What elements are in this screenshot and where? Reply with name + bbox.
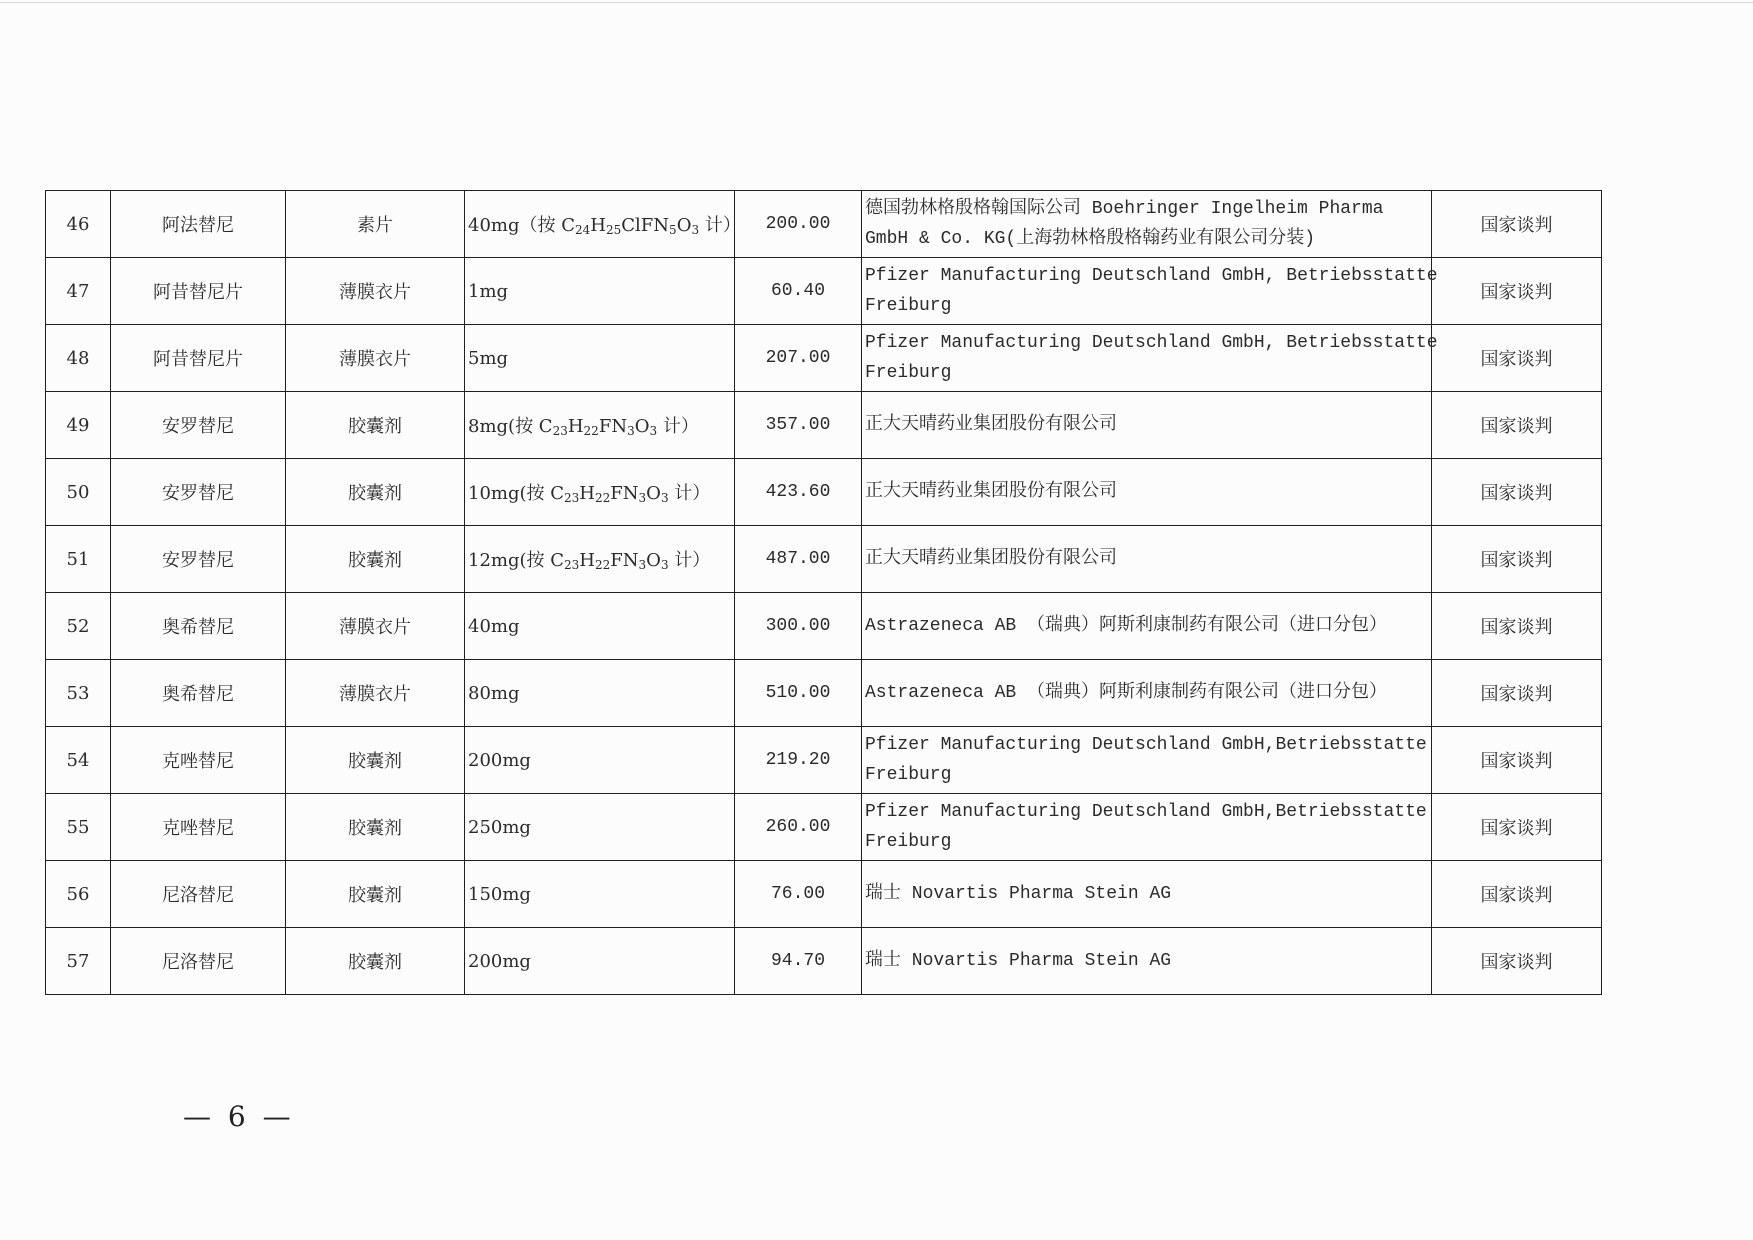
specification — [465, 526, 735, 593]
procurement-type: 国家谈判 — [1432, 660, 1602, 727]
row-number: 48 — [46, 325, 111, 392]
manufacturer-line: Pfizer Manufacturing Deutschland GmbH, Betriebsstatte — [865, 266, 1438, 286]
price: 487.00 — [735, 526, 862, 593]
procurement-type: 国家谈判 — [1432, 191, 1602, 258]
row-number: 57 — [46, 928, 111, 995]
manufacturer-line: 正大天晴药业集团股份有限公司 — [865, 415, 1117, 435]
specification — [465, 727, 735, 794]
specification — [465, 660, 735, 727]
specification — [465, 325, 735, 392]
row-number: 47 — [46, 258, 111, 325]
manufacturer — [862, 727, 1432, 794]
spec-text: 5mg — [468, 347, 509, 369]
drug-name: 安罗替尼 — [111, 459, 286, 526]
row-number: 49 — [46, 392, 111, 459]
table-row — [46, 727, 1602, 794]
manufacturer-line: Freiburg — [865, 363, 952, 383]
price: 94.70 — [735, 928, 862, 995]
spec-text: 150mg — [468, 883, 531, 905]
price: 260.00 — [735, 794, 862, 861]
manufacturer — [862, 258, 1438, 325]
spec-text: 计） — [699, 215, 741, 236]
row-number: 50 — [46, 459, 111, 526]
row-number: 52 — [46, 593, 111, 660]
spec-text: 1mg — [468, 280, 509, 302]
spec-text: 10mg(按 C — [468, 483, 565, 504]
spec-subscript: 5 — [669, 223, 677, 237]
table-row — [46, 593, 1602, 660]
specification — [465, 593, 735, 660]
dosage-form: 素片 — [286, 191, 465, 258]
price: 60.40 — [735, 258, 862, 325]
manufacturer-line: Pfizer Manufacturing Deutschland GmbH,Betriebsstatte — [865, 802, 1427, 822]
dosage-form: 胶囊剂 — [286, 526, 465, 593]
table-row — [46, 459, 1602, 526]
spec-subscript: 3 — [627, 424, 635, 438]
price: 357.00 — [735, 392, 862, 459]
drug-name: 奥希替尼 — [111, 660, 286, 727]
price: 510.00 — [735, 660, 862, 727]
procurement-type: 国家谈判 — [1432, 392, 1602, 459]
drug-name: 尼洛替尼 — [111, 861, 286, 928]
specification — [465, 459, 735, 526]
spec-subscript: 3 — [638, 491, 647, 505]
table-row — [46, 325, 1602, 392]
spec-text: 8mg(按 C — [468, 416, 553, 437]
table-body — [46, 191, 1602, 995]
manufacturer-line: 正大天晴药业集团股份有限公司 — [865, 482, 1117, 502]
manufacturer-line: GmbH & Co. KG(上海勃林格殷格翰药业有限公司分装) — [865, 229, 1316, 249]
manufacturer-line: Pfizer Manufacturing Deutschland GmbH,Betriebsstatte — [865, 735, 1427, 755]
drug-name: 阿昔替尼片 — [111, 325, 286, 392]
price: 76.00 — [735, 861, 862, 928]
spec-text: 200mg — [468, 950, 531, 972]
price: 300.00 — [735, 593, 862, 660]
scan-edge-line — [0, 2, 1753, 3]
drug-name: 阿法替尼 — [111, 191, 286, 258]
procurement-type: 国家谈判 — [1432, 794, 1602, 861]
manufacturer-line: Freiburg — [865, 296, 952, 316]
row-number: 55 — [46, 794, 111, 861]
spec-subscript: 3 — [691, 223, 700, 237]
spec-text: 80mg — [468, 682, 520, 704]
page-number: — 6 — — [183, 1100, 295, 1133]
spec-text: ClFN — [621, 215, 670, 236]
procurement-type: 国家谈判 — [1432, 526, 1602, 593]
specification — [465, 191, 741, 258]
table-row — [46, 191, 1602, 258]
spec-text: 40mg（按 C — [468, 215, 575, 236]
dosage-form: 胶囊剂 — [286, 861, 465, 928]
table-row — [46, 861, 1602, 928]
spec-subscript: 3 — [638, 558, 647, 572]
spec-text: H — [579, 550, 595, 571]
spec-subscript: 23 — [552, 424, 568, 438]
procurement-type: 国家谈判 — [1432, 861, 1602, 928]
dosage-form: 薄膜衣片 — [286, 593, 465, 660]
dosage-form: 薄膜衣片 — [286, 325, 465, 392]
drug-name: 尼洛替尼 — [111, 928, 286, 995]
spec-subscript: 22 — [583, 424, 599, 438]
spec-subscript: 22 — [595, 491, 611, 505]
drug-name: 阿昔替尼片 — [111, 258, 286, 325]
spec-text: 计） — [668, 550, 711, 571]
drug-name: 安罗替尼 — [111, 526, 286, 593]
procurement-type: 国家谈判 — [1432, 459, 1602, 526]
spec-text: O — [634, 416, 650, 437]
price: 207.00 — [735, 325, 862, 392]
dosage-form: 薄膜衣片 — [286, 660, 465, 727]
spec-text: FN — [610, 550, 639, 571]
spec-subscript: 3 — [649, 424, 658, 438]
spec-subscript: 3 — [660, 558, 669, 572]
specification — [465, 392, 735, 459]
drug-name: 奥希替尼 — [111, 593, 286, 660]
spec-text: 计） — [657, 416, 699, 437]
spec-subscript: 25 — [605, 223, 622, 237]
dosage-form: 薄膜衣片 — [286, 258, 465, 325]
manufacturer — [862, 191, 1432, 258]
table-row — [46, 928, 1602, 995]
row-number: 53 — [46, 660, 111, 727]
specification — [465, 794, 735, 861]
procurement-type: 国家谈判 — [1432, 727, 1602, 794]
procurement-type: 国家谈判 — [1432, 928, 1602, 995]
table-row — [46, 660, 1602, 727]
manufacturer-line: 正大天晴药业集团股份有限公司 — [865, 549, 1117, 569]
drug-name: 安罗替尼 — [111, 392, 286, 459]
spec-text: H — [579, 483, 595, 504]
row-number: 56 — [46, 861, 111, 928]
manufacturer — [862, 526, 1432, 593]
spec-text: O — [646, 483, 661, 504]
spec-text: H — [590, 215, 606, 236]
manufacturer — [862, 325, 1438, 392]
price: 200.00 — [735, 191, 862, 258]
procurement-type: 国家谈判 — [1432, 258, 1602, 325]
manufacturer — [862, 928, 1432, 995]
procurement-type: 国家谈判 — [1432, 325, 1602, 392]
manufacturer — [862, 459, 1432, 526]
spec-text: 40mg — [468, 615, 520, 637]
spec-text: 200mg — [468, 749, 531, 771]
manufacturer — [862, 660, 1432, 727]
manufacturer-line: 瑞士 Novartis Pharma Stein AG — [865, 951, 1172, 971]
spec-text: O — [646, 550, 661, 571]
table-row — [46, 794, 1602, 861]
dosage-form: 胶囊剂 — [286, 459, 465, 526]
spec-text: 计） — [668, 483, 711, 504]
manufacturer — [862, 392, 1432, 459]
drug-price-table — [45, 190, 1602, 995]
specification — [465, 861, 735, 928]
spec-text: FN — [610, 483, 639, 504]
spec-subscript: 24 — [575, 223, 591, 237]
row-number: 54 — [46, 727, 111, 794]
spec-subscript: 23 — [564, 491, 580, 505]
spec-text: H — [567, 416, 584, 437]
manufacturer-line: Astrazeneca AB （瑞典）阿斯利康制药有限公司（进口分包） — [865, 616, 1388, 636]
dosage-form: 胶囊剂 — [286, 392, 465, 459]
spec-subscript: 3 — [660, 491, 669, 505]
manufacturer-line: Freiburg — [865, 765, 952, 785]
table-row — [46, 526, 1602, 593]
dosage-form: 胶囊剂 — [286, 794, 465, 861]
row-number: 46 — [46, 191, 111, 258]
table-row — [46, 392, 1602, 459]
price: 219.20 — [735, 727, 862, 794]
manufacturer-line: 德国勃林格殷格翰国际公司 Boehringer Ingelheim Pharma — [865, 199, 1384, 219]
manufacturer — [862, 794, 1432, 861]
manufacturer — [862, 593, 1432, 660]
specification — [465, 258, 735, 325]
price: 423.60 — [735, 459, 862, 526]
table-row — [46, 258, 1602, 325]
manufacturer — [862, 861, 1432, 928]
spec-subscript: 22 — [595, 558, 611, 572]
spec-text: 12mg(按 C — [468, 550, 565, 571]
row-number: 51 — [46, 526, 111, 593]
spec-text: 250mg — [468, 816, 531, 838]
manufacturer-line: 瑞士 Novartis Pharma Stein AG — [865, 884, 1172, 904]
spec-subscript: 23 — [564, 558, 580, 572]
dosage-form: 胶囊剂 — [286, 727, 465, 794]
drug-name: 克唑替尼 — [111, 794, 286, 861]
manufacturer-line: Pfizer Manufacturing Deutschland GmbH, Betriebsstatte — [865, 333, 1438, 353]
procurement-type: 国家谈判 — [1432, 593, 1602, 660]
spec-text: FN — [598, 416, 628, 437]
drug-name: 克唑替尼 — [111, 727, 286, 794]
dosage-form: 胶囊剂 — [286, 928, 465, 995]
spec-text: O — [676, 215, 692, 236]
manufacturer-line: Freiburg — [865, 832, 952, 852]
manufacturer-line: Astrazeneca AB （瑞典）阿斯利康制药有限公司（进口分包） — [865, 683, 1388, 703]
specification — [465, 928, 735, 995]
